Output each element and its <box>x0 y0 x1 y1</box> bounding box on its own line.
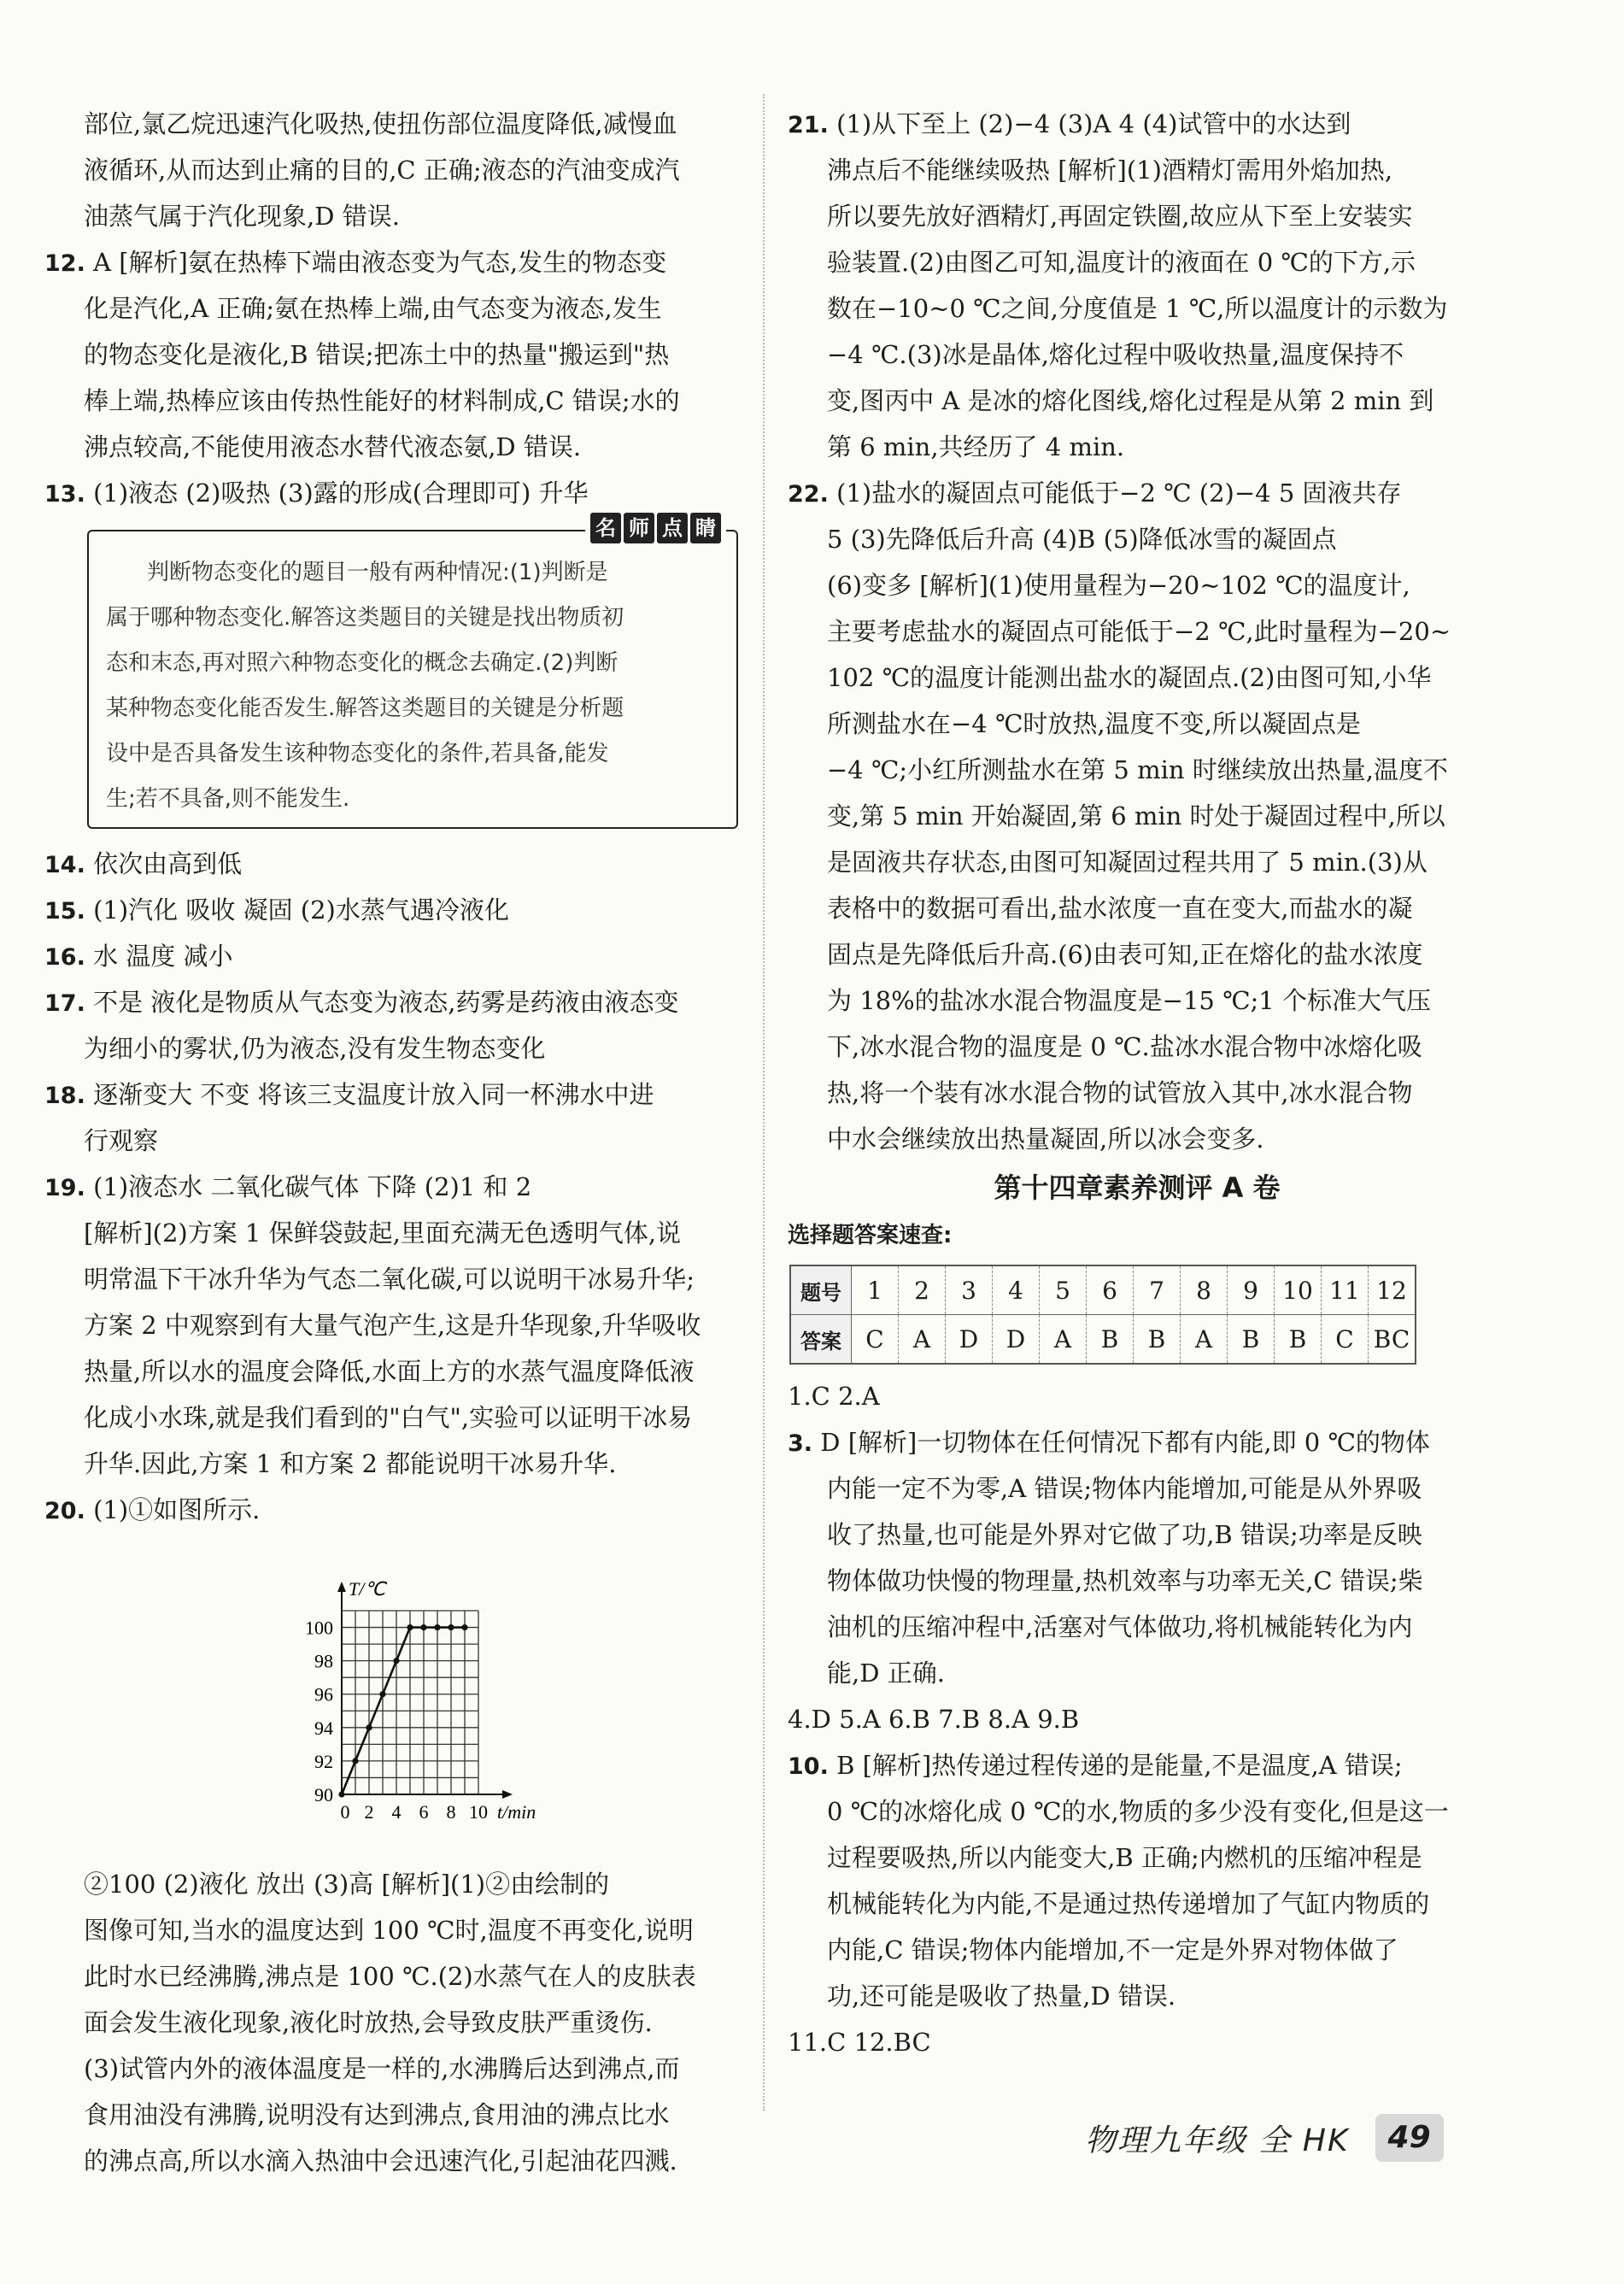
text-line: 变,图丙中 A 是冰的熔化图线,熔化过程是从第 2 min 到 <box>827 386 1434 415</box>
column-divider <box>763 94 765 2111</box>
question-number: 18. <box>44 1083 85 1109</box>
x-tick-label: 4 <box>391 1801 402 1823</box>
tip-line: 设中是否具备发生该种物态变化的条件,若具备,能发 <box>106 741 609 766</box>
text-line: (3)试管内外的液体温度是一样的,水沸腾后达到沸点,而 <box>84 2054 680 2083</box>
question-number: 22. <box>788 481 829 508</box>
question-13 <box>44 470 745 516</box>
tip-line: 生;若不具备,则不能发生. <box>106 786 350 812</box>
text-line: 功,还可能是吸收了热量,D 错误. <box>827 1982 1176 2011</box>
x-tick-label: 8 <box>446 1801 456 1823</box>
text-line: 热量,所以水的温度会降低,水面上方的水蒸气温度降低液 <box>84 1357 695 1386</box>
question-number: 13. <box>44 481 85 508</box>
text-line: 能,D 正确. <box>827 1659 945 1688</box>
x-axis-arrow <box>502 1790 513 1799</box>
question-number: 17. <box>44 990 85 1017</box>
table-cell: 5 <box>1040 1265 1087 1315</box>
temperature-time-chart <box>44 1533 745 1861</box>
tip-line: 判断物态变化的题目一般有两种情况:(1)判断是 <box>147 560 608 585</box>
text-line: 内能,C 错误;物体内能增加,不一定是外界对物体做了 <box>827 1935 1398 1964</box>
tip-title-char: 名 <box>590 513 621 543</box>
table-cell: 7 <box>1134 1265 1181 1315</box>
table-cell: D <box>946 1315 993 1365</box>
text-line: 过程要吸热,所以内能变大,B 正确;内燃机的压缩冲程是 <box>827 1843 1422 1872</box>
table-cell: C <box>852 1315 899 1365</box>
answer-10 <box>788 1742 1486 2019</box>
text-line: −4 ℃.(3)冰是晶体,熔化过程中吸收热量,温度保持不 <box>827 340 1404 369</box>
text-line: 主要考虑盐水的凝固点可能低于−2 ℃,此时量程为−20~ <box>827 617 1451 646</box>
text-line: 沸点较高,不能使用液态水替代液态氨,D 错误. <box>84 432 582 461</box>
table-cell: B <box>1275 1315 1322 1365</box>
book-title: 物理九年级 全 HK <box>1085 2123 1350 2158</box>
question-22 <box>788 470 1486 1162</box>
row-label: 题号 <box>790 1265 852 1315</box>
text-line: −4 ℃;小红所测盐水在第 5 min 时继续放出热量,温度不 <box>827 755 1448 784</box>
data-point <box>461 1624 467 1630</box>
table-cell: C <box>1322 1315 1369 1365</box>
tip-title-char: 师 <box>624 513 654 543</box>
text-line: ②100 (2)液化 放出 (3)高 [解析](1)②由绘制的 <box>84 1870 610 1899</box>
y-tick-label: 92 <box>314 1750 333 1772</box>
right-column <box>788 101 1486 2065</box>
answer-text: 水 温度 减小 <box>93 942 233 971</box>
text-line: 沸点后不能继续吸热 [解析](1)酒精灯需用外焰加热, <box>827 156 1393 185</box>
data-point <box>338 1791 344 1797</box>
text-line: 棒上端,热棒应该由传热性能好的材料制成,C 错误;水的 <box>84 386 680 415</box>
text-line: 中水会继续放出热量凝固,所以冰会变多. <box>827 1124 1264 1154</box>
y-tick-label: 94 <box>314 1717 333 1739</box>
tip-line: 属于哪种物态变化.解答这类题目的关键是找出物质初 <box>106 605 624 631</box>
text-line: 部位,氯乙烷迅速汽化吸热,使扭伤部位温度降低,减慢血 <box>84 109 677 138</box>
tip-line: 态和末态,再对照六种物态变化的概念去确定.(2)判断 <box>106 650 619 676</box>
table-cell: 2 <box>899 1265 946 1315</box>
table-cell: 1 <box>852 1265 899 1315</box>
text-line: B [解析]热传递过程传递的是能量,不是温度,A 错误; <box>836 1751 1403 1780</box>
x-axis-label: t/min <box>497 1801 536 1823</box>
text-line: D [解析]一切物体在任何情况下都有内能,即 0 ℃的物体 <box>820 1428 1430 1457</box>
question-number: 10. <box>788 1753 829 1780</box>
table-cell: 12 <box>1369 1265 1416 1315</box>
table-cell: 8 <box>1181 1265 1228 1315</box>
table-cell: 10 <box>1275 1265 1322 1315</box>
data-point <box>366 1724 372 1730</box>
table-cell: 4 <box>993 1265 1040 1315</box>
text-line: 物体做功快慢的物理量,热机效率与功率无关,C 错误;柴 <box>827 1566 1423 1595</box>
text-line: 食用油没有沸腾,说明没有达到沸点,食用油的沸点比水 <box>84 2100 670 2129</box>
table-cell: 3 <box>946 1265 993 1315</box>
page-number: 49 <box>1375 2114 1444 2162</box>
tip-title <box>585 513 726 543</box>
text-line: (6)变多 [解析](1)使用量程为−20~102 ℃的温度计, <box>827 571 1410 600</box>
answer-table <box>789 1265 1416 1365</box>
text-line: 表格中的数据可看出,盐水浓度一直在变大,而盐水的凝 <box>827 894 1413 923</box>
text-line: A [解析]氨在热棒下端由液态变为气态,发生的物态变 <box>93 248 667 277</box>
data-point <box>407 1624 413 1630</box>
question-17 <box>44 979 745 1072</box>
data-point <box>420 1624 426 1630</box>
text-line: 为 18%的盐冰水混合物温度是−15 ℃;1 个标准大气压 <box>827 986 1431 1015</box>
text-line: 的沸点高,所以水滴入热油中会迅速汽化,引起油花四溅. <box>84 2146 677 2175</box>
data-point <box>393 1658 399 1664</box>
table-row <box>790 1315 1416 1365</box>
text-line: 的物态变化是液化,B 错误;把冻土中的热量"搬运到"热 <box>84 340 670 369</box>
text-line: 收了热量,也可能是外界对它做了功,B 错误;功率是反映 <box>827 1520 1422 1549</box>
answers-11-12: 11.C 12.BC <box>788 2028 931 2057</box>
text-line: 验装置.(2)由图乙可知,温度计的液面在 0 ℃的下方,示 <box>827 248 1416 277</box>
text-line: 102 ℃的温度计能测出盐水的凝固点.(2)由图可知,小华 <box>827 663 1432 692</box>
text-line: 所测盐水在−4 ℃时放热,温度不变,所以凝固点是 <box>827 709 1361 738</box>
text-line: 面会发生液化现象,液化时放热,会导致皮肤严重烫伤. <box>84 2008 653 2037</box>
chart-svg <box>275 1538 536 1854</box>
text-line: 化是汽化,A 正确;氨在热棒上端,由气态变为液态,发生 <box>84 294 662 323</box>
table-cell: B <box>1087 1315 1134 1365</box>
question-number: 21. <box>788 112 829 138</box>
answer-text: 依次由高到低 <box>93 849 243 878</box>
text-line: (1)液态水 二氧化碳气体 下降 (2)1 和 2 <box>93 1172 532 1201</box>
text-line: 油蒸气属于汽化现象,D 错误. <box>84 202 400 231</box>
question-number: 19. <box>44 1175 85 1201</box>
tip-line: 某种物态变化能否发生.解答这类题目的关键是分析题 <box>106 696 624 721</box>
text-line: 数在−10~0 ℃之间,分度值是 1 ℃,所以温度计的示数为 <box>827 294 1448 323</box>
answers-1-2: 1.C 2.A <box>788 1382 880 1411</box>
question-12 <box>44 239 745 470</box>
y-tick-label: 90 <box>314 1784 333 1805</box>
y-tick-label: 100 <box>305 1617 333 1639</box>
table-row <box>790 1265 1416 1315</box>
answer-3 <box>788 1419 1486 1696</box>
text-line: 不是 液化是物质从气态变为液态,药雾是药液由液态变 <box>93 988 679 1017</box>
text-line: 液循环,从而达到止痛的目的,C 正确;液态的汽油变成汽 <box>84 156 680 185</box>
question-14 <box>44 841 745 887</box>
table-cell: 9 <box>1228 1265 1275 1315</box>
question-number: 12. <box>44 250 85 277</box>
text-line: 方案 2 中观察到有大量气泡产生,这是升华现象,升华吸收 <box>84 1311 701 1340</box>
text-line: 升华.因此,方案 1 和方案 2 都能说明干冰易升华. <box>84 1449 617 1478</box>
question-21 <box>788 101 1486 470</box>
question-18 <box>44 1072 745 1164</box>
text-line: 内能一定不为零,A 错误;物体内能增加,可能是从外界吸 <box>827 1474 1422 1503</box>
teacher-tip-box <box>87 516 738 829</box>
question-15 <box>44 887 745 933</box>
section-title: 第十四章素养测评 A 卷 <box>994 1171 1281 1204</box>
x-tick-label: 10 <box>469 1801 488 1823</box>
text-line: 化成小水珠,就是我们看到的"白气",实验可以证明干冰易 <box>84 1403 693 1432</box>
question-19 <box>44 1164 745 1487</box>
text-line: 行观察 <box>84 1126 159 1155</box>
question-number: 3. <box>788 1430 813 1457</box>
y-axis-label: T/℃ <box>349 1578 386 1600</box>
question-20 <box>44 1487 745 2184</box>
text-line: (1)从下至上 (2)−4 (3)A 4 (4)试管中的水达到 <box>836 109 1351 138</box>
text-line: 为细小的雾状,仍为液态,没有发生物态变化 <box>84 1034 546 1063</box>
text-line: 油机的压缩冲程中,活塞对气体做功,将机械能转化为内 <box>827 1612 1413 1641</box>
question-number: 15. <box>44 898 85 925</box>
text-line: 此时水已经沸腾,沸点是 100 ℃.(2)水蒸气在人的皮肤表 <box>84 1962 696 1991</box>
answer-text: (1)汽化 吸收 凝固 (2)水蒸气遇冷液化 <box>93 895 509 925</box>
data-point <box>448 1624 454 1630</box>
text-line: 固点是先降低后升高.(6)由表可知,正在熔化的盐水浓度 <box>827 940 1423 969</box>
table-cell: A <box>1040 1315 1087 1365</box>
text-line: (1)盐水的凝固点可能低于−2 ℃ (2)−4 5 固液共存 <box>836 479 1402 508</box>
table-cell: B <box>1134 1315 1181 1365</box>
x-tick-label: 6 <box>419 1801 429 1823</box>
row-label: 答案 <box>790 1315 852 1365</box>
y-axis-arrow <box>337 1582 346 1592</box>
tip-title-char: 点 <box>657 513 688 543</box>
x-tick-label: 2 <box>364 1801 374 1823</box>
data-point <box>352 1758 358 1764</box>
text-line: 明常温下干冰升华为气态二氧化碳,可以说明干冰易升华; <box>84 1265 695 1294</box>
data-point <box>379 1691 385 1697</box>
table-cell: BC <box>1369 1315 1416 1365</box>
question-number: 14. <box>44 852 85 878</box>
table-cell: A <box>899 1315 946 1365</box>
question-number: 16. <box>44 944 85 971</box>
text-line: 热,将一个装有冰水混合物的试管放入其中,冰水混合物 <box>827 1078 1413 1107</box>
text-line: 是固液共存状态,由图可知凝固过程共用了 5 min.(3)从 <box>827 848 1428 877</box>
quick-answer-label: 选择题答案速查: <box>788 1223 953 1248</box>
text-line: 5 (3)先降低后升高 (4)B (5)降低冰雪的凝固点 <box>827 525 1337 554</box>
text-line: 下,冰水混合物的温度是 0 ℃.盐冰水混合物中冰熔化吸 <box>827 1032 1422 1061</box>
y-tick-label: 98 <box>314 1650 333 1672</box>
text-line: 第 6 min,共经历了 4 min. <box>827 432 1125 461</box>
data-point <box>434 1624 440 1630</box>
text-line: 逐渐变大 不变 将该三支温度计放入同一杯沸水中进 <box>93 1080 654 1109</box>
answers-4-9: 4.D 5.A 6.B 7.B 8.A 9.B <box>788 1705 1080 1734</box>
tip-title-char: 睛 <box>690 513 721 543</box>
answer-text: (1)液态 (2)吸热 (3)露的形成(合理即可) 升华 <box>93 479 589 508</box>
text-line: [解析](2)方案 1 保鲜袋鼓起,里面充满无色透明气体,说 <box>84 1218 682 1248</box>
x-tick-label: 0 <box>340 1801 350 1823</box>
table-cell: A <box>1181 1315 1228 1365</box>
text-line: 图像可知,当水的温度达到 100 ℃时,温度不再变化,说明 <box>84 1916 694 1945</box>
table-cell: B <box>1228 1315 1275 1365</box>
table-cell: D <box>993 1315 1040 1365</box>
text-line: 变,第 5 min 开始凝固,第 6 min 时处于凝固过程中,所以 <box>827 801 1445 831</box>
question-number: 20. <box>44 1498 85 1524</box>
y-tick-label: 96 <box>314 1683 333 1706</box>
question-16 <box>44 933 745 979</box>
text-line: 所以要先放好酒精灯,再固定铁圈,故应从下至上安装实 <box>827 202 1413 231</box>
text-line: (1)①如图所示. <box>93 1495 261 1524</box>
text-line: 机械能转化为内能,不是通过热传递增加了气缸内物质的 <box>827 1889 1430 1918</box>
table-cell: 11 <box>1322 1265 1369 1315</box>
left-column <box>44 101 745 2184</box>
page-footer <box>1085 2114 1444 2162</box>
table-cell: 6 <box>1087 1265 1134 1315</box>
text-line: 0 ℃的冰熔化成 0 ℃的水,物质的多少没有变化,但是这一 <box>827 1797 1449 1826</box>
